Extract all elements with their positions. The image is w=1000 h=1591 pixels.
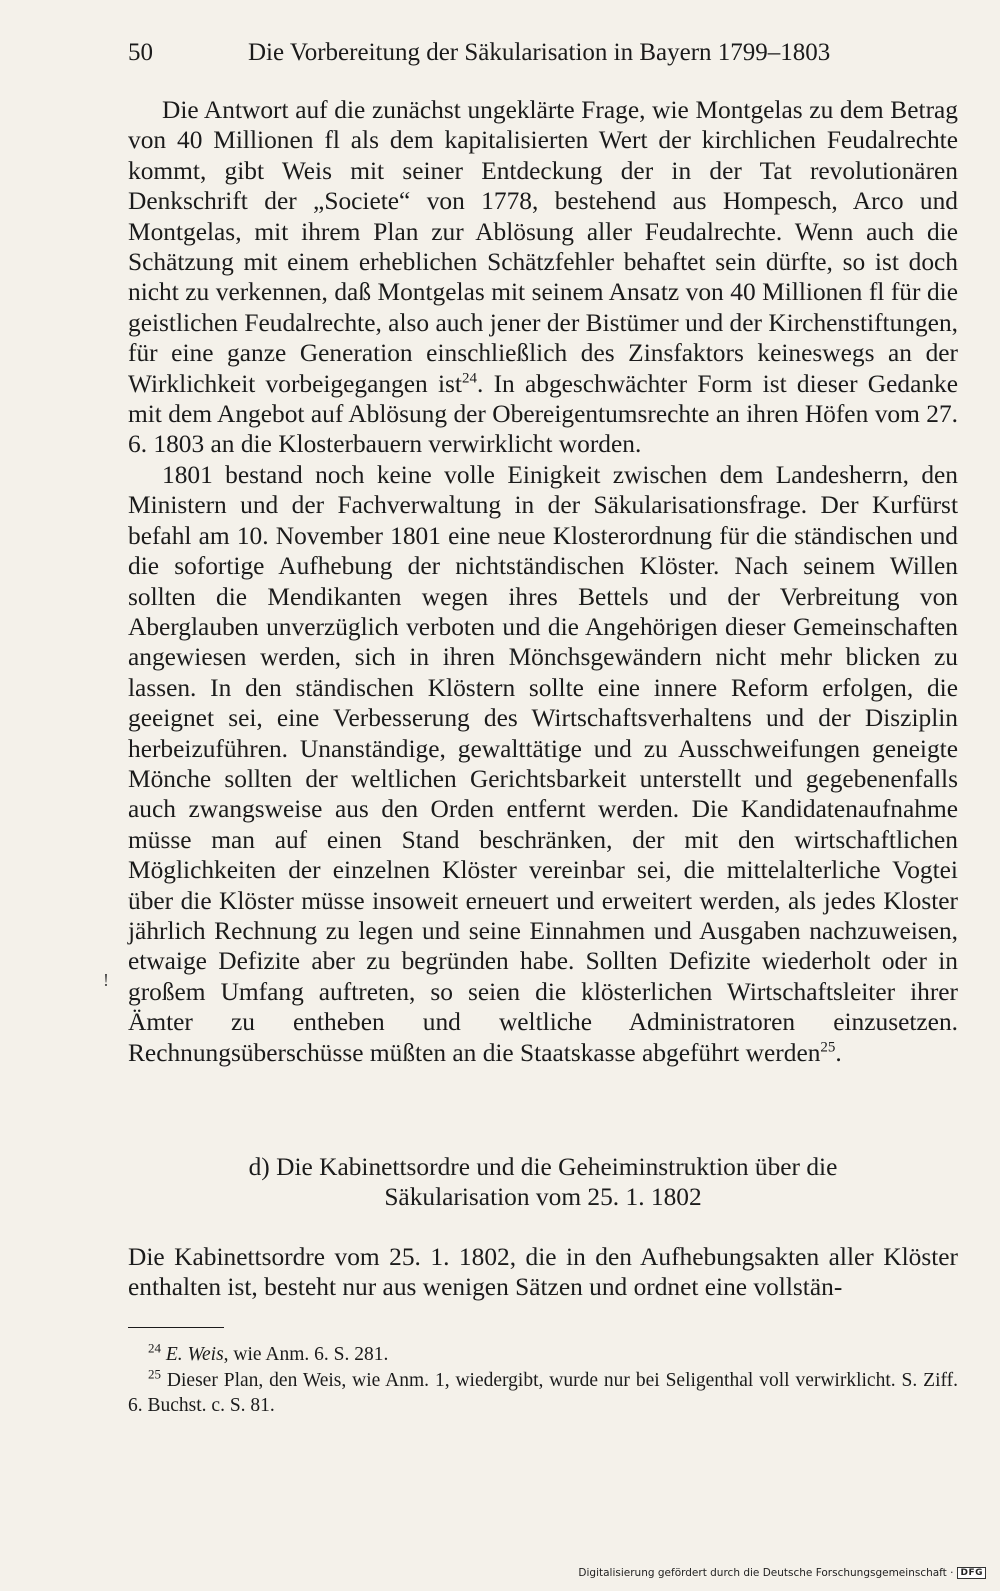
- paragraph-1: [128, 95, 958, 460]
- dfg-logo-icon: DFG: [957, 1567, 986, 1579]
- section-paragraph: Die Kabinettsordre vom 25. 1. 1802, die in den Aufhebungsakten aller Klöster enthalten ist, besteht nur aus wenigen Sätzen und ordnet eine vollstän-: [128, 1243, 958, 1302]
- section-heading-line-1: d) Die Kabinettsordre und die Geheiminstruktion über die: [248, 1153, 838, 1181]
- credit-text: Digitalisierung gefördert durch die Deutsche Forschungsgemeinschaft ·: [578, 1567, 954, 1579]
- section-text: [128, 1242, 958, 1303]
- running-title: Die Vorbereitung der Säkularisation in Bayern 1799–1803: [248, 39, 831, 66]
- footnote-ref-25[interactable]: 25: [820, 1039, 836, 1056]
- footnote-24: [128, 1342, 958, 1368]
- running-header: [128, 38, 958, 78]
- footnotes: [128, 1342, 958, 1419]
- section-heading-line-2: Säkularisation vom 25. 1. 1802: [384, 1183, 702, 1212]
- footnote-24-mark: 24: [148, 1340, 161, 1356]
- paragraph-2-text-a: 1801 bestand noch keine volle Einigkeit zwischen dem Landesherrn, den Ministern und der Fachverwaltung in der Säkularisationsfrage. Der Kurfürst befahl am 10. November 1801 eine neue Klosterordnung für die ständischen und die sofortige Aufhebung der nichtständischen Klöster. Nach seinem Willen sollten die Mendikanten wegen ihres Bettels und der Verbreitung von Aberglauben unverzüglich verboten und die Angehörigen dieser Gemeinschaften angewiesen werden, sich in ihren Mönchsgewändern nicht mehr blicken zu lassen. In den ständischen Klöstern sollte eine innere Reform erfolgen, die geeignet sei, eine Verbesserung des Wirtschaftsverhaltens und der Disziplin herbeizuführen. Unanständige, gewalttätige und zu Ausschweifungen geneigte Mönche sollten der weltlichen Gerichtsbarkeit unterstellt und gegebenenfalls auch zwangsweise aus den Orden entfernt werden. Die Kandidatenaufnahme müsse man auf einen Stand beschränken, der mit den wirtschaftlichen Möglichkeiten der einzelnen Klöster vereinbar sei, die mittelalterliche Vogtei über die Klöster müsse insoweit erneuert und erweitert werden, als jedes Kloster jährlich Rechnung zu legen und seine Einnahmen und Ausgaben nachzuweisen, etwaige Defizite aber zu begründen habe. Sollten Defizite wiederholt oder in großem Umfang auftreten, so seien die klösterlichen Wirtschaftsleiter ihrer Ämter zu entheben und weltliche Administratoren einzusetzen. Rechnungsüberschüsse müßten an die Staatskasse abgeführt werden: [128, 460, 958, 1067]
- main-text: [128, 95, 958, 1068]
- section-heading: [128, 1152, 958, 1213]
- page-number: 50: [128, 39, 153, 66]
- digitization-credit: [578, 1567, 986, 1579]
- footnote-rule: [128, 1327, 224, 1328]
- paragraph-2-text-b: .: [835, 1038, 842, 1067]
- paragraph-2: [128, 460, 958, 1068]
- paragraph-1-text-a: Die Antwort auf die zunächst ungeklärte Frage, wie Montgelas zu dem Betrag von 40 Millionen fl als dem kapitalisierten Wert der kirchlichen Feudalrechte kommt, gibt Weis mit seiner Entdeckung der in der Tat revolutionären Denkschrift der „Societe“ von 1778, bestehend aus Hompesch, Arco und Montgelas, mit ihrem Plan zur Ablösung aller Feudalrechte. Wenn auch die Schätzung mit einem erheblichen Schätzfehler behaftet sein dürfte, so ist doch nicht zu verkennen, daß Montgelas mit seinem Ansatz von 40 Millionen fl für die geistlichen Feudalrechte, also auch jener der Bistümer und der Kirchenstiftungen, für eine ganze Generation einschließlich des Zinsfaktors keineswegs an der Wirklichkeit vorbeigegangen ist: [128, 96, 958, 398]
- footnote-25-text: Dieser Plan, den Weis, wie Anm. 1, wiedergibt, wurde nur bei Seligenthal voll verwirklicht. S. Ziff. 6. Buchst. c. S. 81.: [128, 1369, 959, 1416]
- footnote-24-author: E. Weis: [165, 1344, 224, 1365]
- paragraph-1-text-b: . In abgeschwächter Form ist dieser Gedanke mit dem Angebot auf Ablösung der Obereigentumsrechte an ihren Höfen vom 27. 6. 1803 an die Klosterbauern verwirklicht worden.: [128, 369, 959, 459]
- footnote-25: [128, 1368, 958, 1419]
- footnote-ref-24[interactable]: 24: [461, 370, 477, 387]
- footnote-24-text: , wie Anm. 6. S. 281.: [223, 1344, 389, 1365]
- footnote-25-mark: 25: [148, 1366, 161, 1381]
- margin-mark: !: [103, 970, 109, 990]
